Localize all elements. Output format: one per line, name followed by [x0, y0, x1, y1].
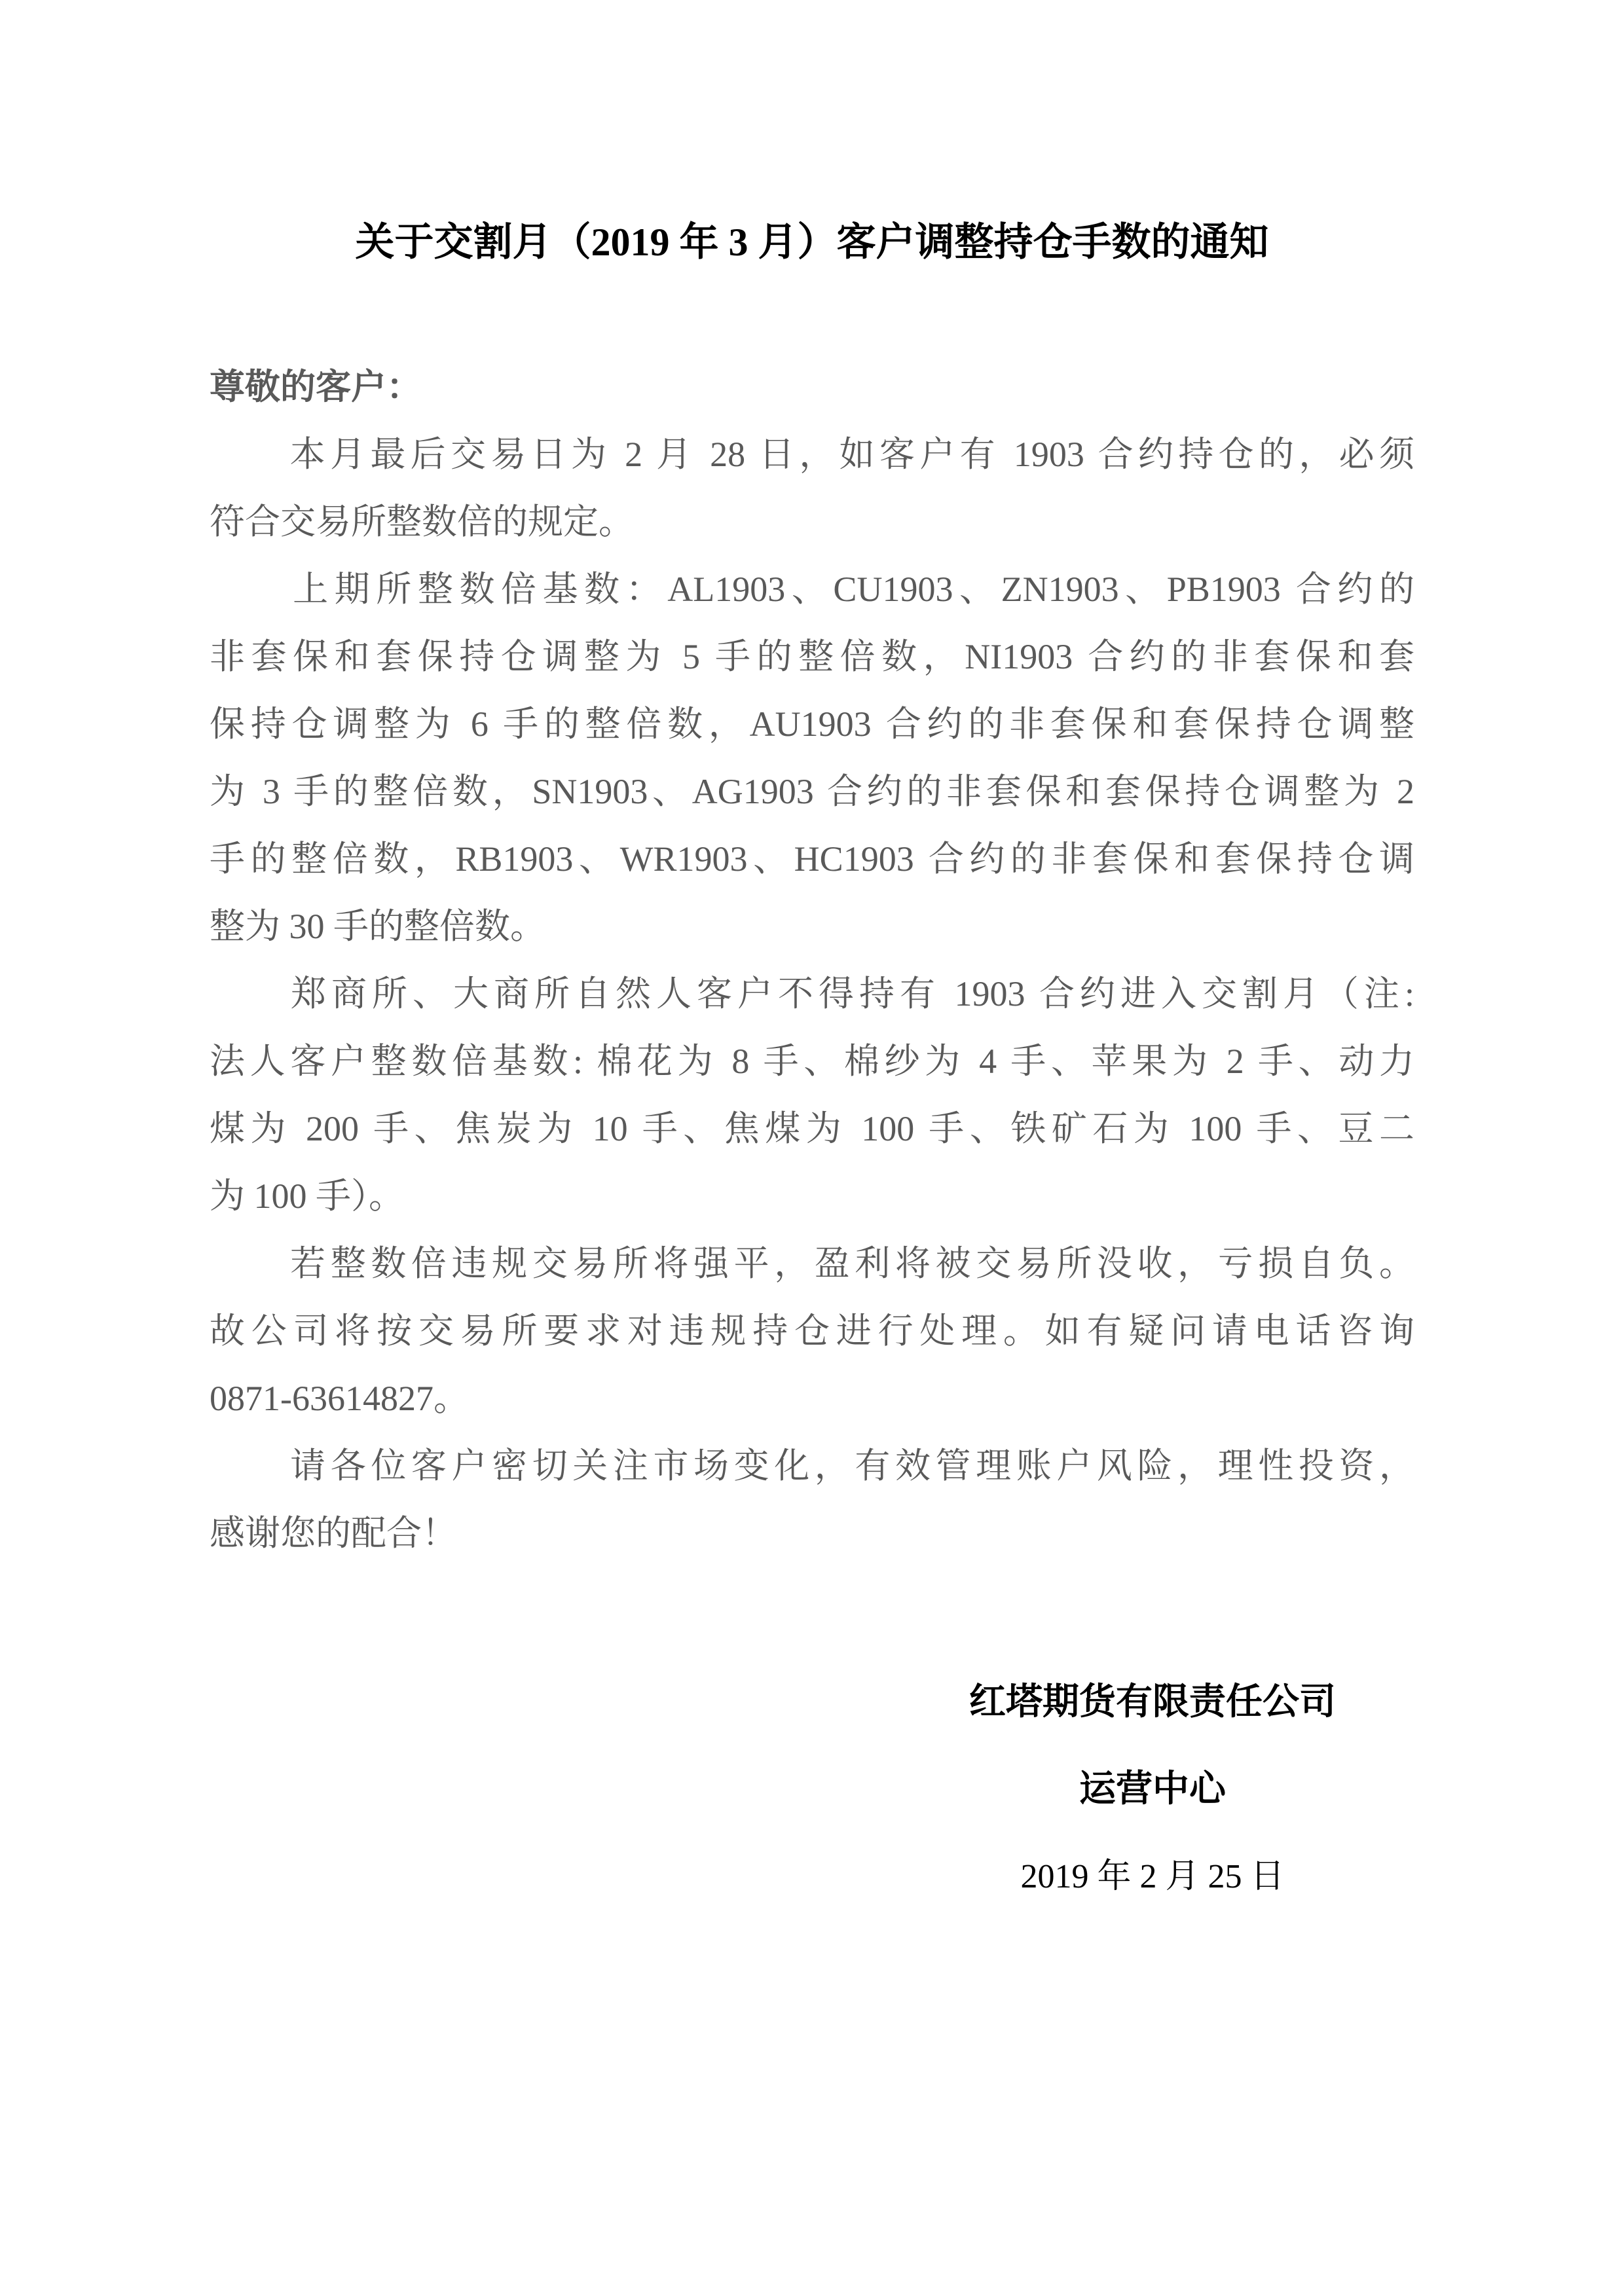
body-line: 为 3 手的整倍数，SN1903、AG1903 合约的非套保和套保持仓调整为 2 [210, 772, 1414, 811]
signature-company: 红塔期货有限责任公司 [969, 1682, 1336, 1722]
body-line: 为 100 手）。 [210, 1176, 404, 1216]
body-line: 感谢您的配合！ [210, 1514, 457, 1553]
body-line: 故公司将按交易所要求对违规持仓进行处理。如有疑问请电话咨询 [210, 1311, 1414, 1351]
signature-block [891, 1659, 1414, 1920]
body-line: 郑商所、大商所自然人客户不得持有 1903 合约进入交割月（注: [210, 974, 1414, 1013]
signature-date: 2019 年 2 月 25 日 [1020, 1858, 1285, 1895]
body-line: 本月最后交易日为 2 月 28 日，如客户有 1903 合约持仓的，必须 [210, 435, 1414, 474]
body-line: 若整数倍违规交易所将强平，盈利将被交易所没收，亏损自负。 [210, 1244, 1414, 1283]
salutation: 尊敬的客户： [210, 367, 422, 407]
body-line: 请各位客户密切关注市场变化，有效管理账户风险，理性投资， [210, 1446, 1414, 1485]
body-line: 保持仓调整为 6 手的整倍数，AU1903 合约的非套保和套保持仓调整 [210, 704, 1414, 744]
signature-department: 运营中心 [1079, 1769, 1226, 1810]
body-line: 上期所整数倍基数：AL1903、CU1903、ZN1903、PB1903 合约的 [210, 570, 1414, 609]
body-line: 0871-63614827。 [210, 1379, 469, 1418]
body-line: 整为 30 手的整倍数。 [210, 907, 545, 946]
body-text [210, 354, 1414, 1567]
page-title: 关于交割月（2019 年 3 月）客户调整持仓手数的通知 [355, 221, 1269, 264]
body-line: 手的整倍数，RB1903、WR1903、HC1903 合约的非套保和套保持仓调 [210, 839, 1414, 879]
body-line: 法人客户整数倍基数: 棉花为 8 手、棉纱为 4 手、苹果为 2 手、动力 [210, 1042, 1414, 1081]
body-line: 煤为 200 手、焦炭为 10 手、焦煤为 100 手、铁矿石为 100 手、豆二 [210, 1109, 1414, 1148]
body-line: 符合交易所整数倍的规定。 [210, 502, 634, 541]
body-line: 非套保和套保持仓调整为 5 手的整倍数，NI1903 合约的非套保和套 [210, 637, 1414, 676]
